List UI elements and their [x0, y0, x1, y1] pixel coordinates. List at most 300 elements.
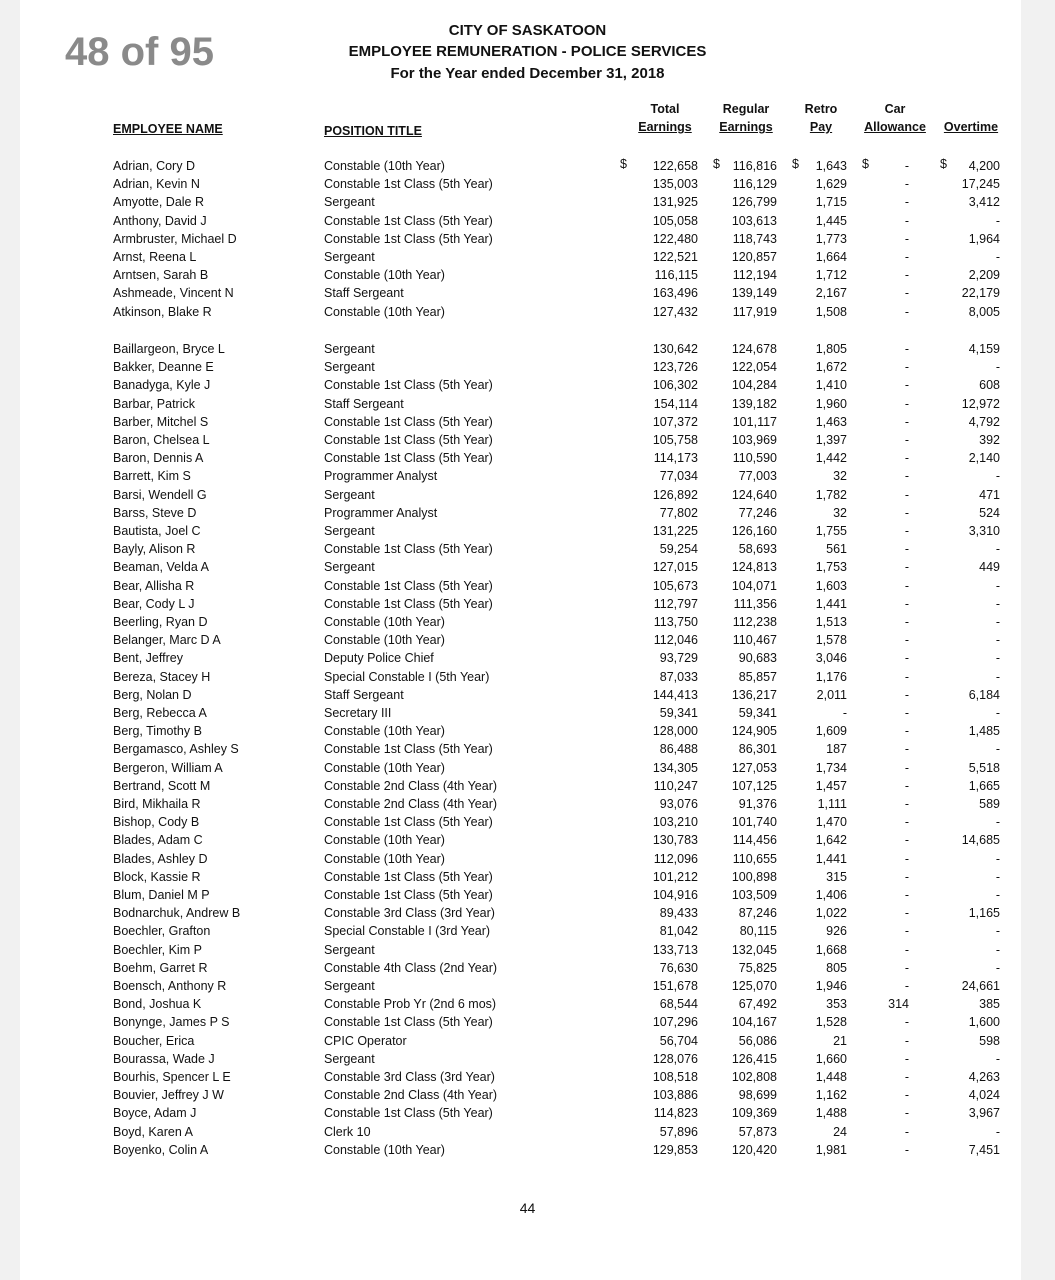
- overtime-cell: -: [995, 924, 1000, 939]
- employee-name-cell: Bayly, Alison R: [113, 542, 196, 557]
- regular-earnings-cell: 103,613: [731, 213, 777, 228]
- retro-pay-cell: 32: [833, 505, 847, 520]
- regular-earnings-cell: 124,813: [731, 560, 777, 575]
- total-earnings-cell: 135,003: [652, 177, 698, 192]
- car-allowance-cell: -: [904, 742, 909, 757]
- overtime-cell: 3,310: [968, 524, 1000, 538]
- regular-earnings-cell: 120,420: [731, 1142, 777, 1157]
- report-city: CITY OF SASKATOON: [448, 22, 607, 39]
- table-row: [0, 631, 1055, 649]
- regular-earnings-cell: 122,054: [731, 360, 777, 375]
- employee-name-cell: Barbar, Patrick: [113, 396, 195, 411]
- overtime-cell: -: [995, 578, 1000, 593]
- overtime-cell: 1,165: [968, 906, 1000, 921]
- employee-name-cell: Arntsen, Sarah B: [113, 268, 209, 283]
- position-title-cell: Constable 1st Class (5th Year): [324, 815, 493, 830]
- overtime-cell: -: [995, 213, 1000, 228]
- table-row: [0, 340, 1055, 358]
- regular-earnings-cell: 116,129: [732, 177, 777, 192]
- retro-pay-cell: 1,508: [815, 304, 847, 319]
- employee-name-cell: Beaman, Velda A: [113, 560, 209, 575]
- overtime-cell: 24,661: [961, 979, 1000, 993]
- regular-earnings-cell: 77,246: [738, 505, 777, 520]
- car-allowance-cell: -: [904, 451, 909, 466]
- employee-name-cell: Blum, Daniel M P: [113, 888, 210, 902]
- car-allowance-cell: -: [904, 1051, 909, 1066]
- employee-name-cell: Belanger, Marc D A: [113, 633, 221, 648]
- retro-pay-cell: 1,111: [817, 797, 847, 811]
- retro-pay-cell: 1,642: [815, 833, 847, 848]
- employee-name-cell: Bent, Jeffrey: [113, 651, 183, 666]
- overtime-cell: 17,245: [961, 177, 1000, 192]
- overtime-cell: -: [995, 706, 1000, 720]
- employee-name-cell: Bishop, Cody B: [113, 815, 200, 830]
- position-title-cell: Sergeant: [324, 560, 375, 575]
- total-earnings-cell: 128,000: [652, 724, 698, 739]
- position-title-cell: Sergeant: [324, 487, 375, 502]
- car-allowance-cell: -: [904, 304, 909, 319]
- regular-earnings-cell: 59,341: [738, 706, 777, 720]
- retro-pay-cell: 1,022: [815, 906, 847, 921]
- car-allowance-cell: -: [904, 433, 909, 447]
- table-row: [0, 212, 1055, 230]
- table-row: [0, 1050, 1055, 1068]
- position-title-cell: Sergeant: [324, 524, 375, 538]
- total-earnings-cell: 77,802: [659, 505, 698, 520]
- total-earnings-cell: 151,678: [652, 979, 698, 993]
- table-row: [0, 431, 1055, 449]
- employee-name-cell: Barss, Steve D: [113, 505, 197, 520]
- car-allowance-cell: -: [904, 1124, 909, 1139]
- regular-earnings-cell: 101,117: [732, 414, 777, 429]
- car-allowance-cell: -: [904, 1033, 909, 1048]
- position-title-cell: Constable 1st Class (5th Year): [324, 213, 493, 228]
- position-title-cell: Constable (10th Year): [324, 615, 445, 629]
- position-title-cell: Constable 1st Class (5th Year): [324, 542, 493, 557]
- employee-name-cell: Bourassa, Wade J: [113, 1051, 215, 1066]
- employee-name-cell: Boensch, Anthony R: [113, 979, 227, 993]
- position-title-cell: Constable (10th Year): [324, 268, 445, 283]
- total-earnings-cell: 105,058: [652, 213, 698, 228]
- overtime-cell: 4,792: [968, 414, 1000, 429]
- total-earnings-cell: 93,076: [659, 797, 698, 811]
- total-earnings-cell: 57,896: [659, 1124, 698, 1139]
- car-allowance-cell: -: [904, 1088, 909, 1103]
- table-row: [0, 230, 1055, 248]
- car-allowance-cell: -: [904, 414, 909, 429]
- total-earnings-cell: 129,853: [652, 1142, 698, 1157]
- total-earnings-cell: 122,521: [652, 250, 698, 264]
- retro-pay-cell: 1,513: [815, 615, 847, 629]
- regular-earnings-cell: 109,369: [731, 1106, 777, 1121]
- overtime-cell: 1,665: [968, 778, 1000, 793]
- retro-pay-cell: 1,470: [815, 815, 847, 830]
- total-earnings-cell: 108,518: [652, 1070, 698, 1084]
- car-allowance-cell: -: [904, 268, 909, 283]
- overtime-cell: 2,209: [968, 268, 1000, 283]
- total-earnings-cell: 116,115: [654, 268, 698, 283]
- employee-name-cell: Blades, Ashley D: [113, 851, 208, 866]
- table-row: [0, 504, 1055, 522]
- total-earnings-cell: 104,916: [652, 888, 698, 902]
- position-title-cell: Sergeant: [324, 1051, 375, 1066]
- currency-symbol-total: $: [620, 157, 627, 171]
- employee-name-cell: Bear, Cody L J: [113, 596, 195, 611]
- car-allowance-cell: -: [904, 542, 909, 557]
- employee-name-cell: Bakker, Deanne E: [113, 360, 214, 375]
- car-allowance-cell: -: [904, 888, 909, 902]
- total-earnings-cell: 114,173: [653, 451, 698, 466]
- overtime-cell: 4,200: [968, 159, 1000, 173]
- retro-pay-cell: 1,445: [815, 213, 847, 228]
- retro-pay-cell: 315: [826, 869, 847, 884]
- table-row: [0, 248, 1055, 266]
- employee-name-cell: Boyenko, Colin A: [113, 1142, 209, 1157]
- header-car-allowance: Car Allowance: [864, 102, 926, 134]
- position-title-cell: Staff Sergeant: [324, 286, 404, 301]
- overtime-cell: -: [995, 815, 1000, 830]
- currency-symbol-retro: $: [792, 157, 799, 171]
- employee-name-cell: Barber, Mitchel S: [113, 414, 209, 429]
- employee-name-cell: Boehm, Garret R: [113, 960, 208, 975]
- total-earnings-cell: 144,413: [652, 687, 698, 702]
- overtime-cell: 589: [979, 797, 1000, 811]
- header-overtime: Overtime: [943, 120, 999, 134]
- total-earnings-cell: 126,892: [652, 487, 698, 502]
- regular-earnings-cell: 112,194: [732, 268, 777, 283]
- employee-name-cell: Bourhis, Spencer L E: [113, 1070, 231, 1084]
- total-earnings-cell: 103,886: [652, 1088, 698, 1103]
- regular-earnings-cell: 139,149: [731, 286, 777, 301]
- car-allowance-cell: -: [904, 979, 909, 993]
- retro-pay-cell: 1,712: [815, 268, 847, 283]
- table-row: [0, 595, 1055, 613]
- overtime-cell: 449: [979, 560, 1000, 575]
- employee-name-cell: Amyotte, Dale R: [113, 195, 205, 210]
- regular-earnings-cell: 103,969: [731, 433, 777, 447]
- car-allowance-cell: -: [904, 378, 909, 393]
- retro-pay-cell: 2,167: [815, 286, 847, 301]
- car-allowance-cell: -: [904, 942, 909, 957]
- position-title-cell: Sergeant: [324, 195, 375, 210]
- retro-pay-cell: 32: [833, 469, 847, 484]
- table-row: [0, 395, 1055, 413]
- retro-pay-cell: 3,046: [815, 651, 847, 666]
- overtime-cell: 471: [979, 487, 1000, 502]
- retro-pay-cell: 1,981: [815, 1142, 847, 1157]
- overtime-cell: -: [995, 851, 1000, 866]
- position-title-cell: Constable 3rd Class (3rd Year): [324, 1070, 495, 1084]
- overtime-cell: 1,485: [968, 724, 1000, 739]
- employee-name-cell: Bond, Joshua K: [113, 997, 202, 1012]
- total-earnings-cell: 59,341: [659, 706, 698, 720]
- table-row: [0, 449, 1055, 467]
- report-title: EMPLOYEE REMUNERATION - POLICE SERVICES: [348, 43, 707, 60]
- retro-pay-cell: 1,664: [815, 250, 847, 264]
- car-allowance-cell: -: [904, 833, 909, 848]
- car-allowance-cell: -: [904, 815, 909, 830]
- retro-pay-cell: 24: [833, 1124, 847, 1139]
- car-allowance-cell: -: [904, 231, 909, 246]
- position-title-cell: Constable 1st Class (5th Year): [324, 231, 493, 246]
- table-row: [0, 686, 1055, 704]
- header-employee-name: EMPLOYEE NAME: [113, 122, 223, 136]
- position-title-cell: Constable (10th Year): [324, 851, 445, 866]
- position-title-cell: Constable 3rd Class (3rd Year): [324, 906, 495, 921]
- regular-earnings-cell: 116,816: [732, 159, 777, 173]
- table-row: [0, 831, 1055, 849]
- table-row: [0, 740, 1055, 758]
- total-earnings-cell: 163,496: [652, 286, 698, 301]
- employee-name-cell: Anthony, David J: [113, 213, 207, 228]
- employee-name-cell: Boechler, Kim P: [113, 942, 202, 957]
- regular-earnings-cell: 75,825: [738, 960, 777, 975]
- position-title-cell: Constable (10th Year): [324, 833, 445, 848]
- overtime-cell: 12,972: [961, 396, 1000, 411]
- retro-pay-cell: 1,578: [815, 633, 847, 648]
- position-title-cell: Sergeant: [324, 979, 375, 993]
- retro-pay-cell: 1,609: [815, 724, 847, 739]
- retro-pay-cell: 1,672: [815, 360, 847, 375]
- overtime-cell: 7,451: [968, 1142, 1000, 1157]
- car-allowance-cell: -: [904, 651, 909, 666]
- regular-earnings-cell: 110,467: [732, 633, 777, 648]
- table-row: [0, 376, 1055, 394]
- total-earnings-cell: 93,729: [659, 651, 698, 666]
- total-earnings-cell: 76,630: [659, 960, 698, 975]
- total-earnings-cell: 123,726: [652, 360, 698, 375]
- regular-earnings-cell: 110,590: [732, 451, 777, 466]
- position-title-cell: Constable 1st Class (5th Year): [324, 451, 493, 466]
- header-position-title: POSITION TITLE: [324, 124, 422, 138]
- position-title-cell: Constable 1st Class (5th Year): [324, 596, 493, 611]
- retro-pay-cell: 1,773: [815, 231, 847, 246]
- position-title-cell: Constable 2nd Class (4th Year): [324, 778, 498, 793]
- car-allowance-cell: -: [904, 706, 909, 720]
- car-allowance-cell: -: [904, 487, 909, 502]
- regular-earnings-cell: 103,509: [731, 888, 777, 902]
- table-row: [0, 175, 1055, 193]
- position-title-cell: Staff Sergeant: [324, 396, 404, 411]
- retro-pay-cell: 1,753: [815, 560, 847, 575]
- table-row: [0, 777, 1055, 795]
- total-earnings-cell: 131,225: [652, 524, 698, 538]
- overtime-cell: -: [995, 869, 1000, 884]
- table-row: [0, 613, 1055, 631]
- overtime-cell: -: [995, 651, 1000, 666]
- employee-name-cell: Berg, Timothy B: [113, 724, 202, 739]
- total-earnings-cell: 112,096: [653, 851, 698, 866]
- report-period: For the Year ended December 31, 2018: [390, 65, 665, 82]
- retro-pay-cell: -: [842, 706, 847, 720]
- regular-earnings-cell: 124,905: [731, 724, 777, 739]
- table-row: [0, 413, 1055, 431]
- car-allowance-cell: -: [904, 615, 909, 629]
- total-earnings-cell: 81,042: [659, 924, 698, 939]
- car-allowance-cell: -: [904, 924, 909, 939]
- overtime-cell: 4,159: [968, 342, 1000, 356]
- retro-pay-cell: 1,643: [815, 159, 847, 173]
- total-earnings-cell: 114,823: [653, 1106, 698, 1121]
- table-row: [0, 649, 1055, 667]
- position-title-cell: Constable 2nd Class (4th Year): [324, 797, 498, 811]
- header-regular-earnings: Regular Earnings: [719, 102, 773, 134]
- total-earnings-cell: 107,296: [652, 1015, 698, 1030]
- regular-earnings-cell: 125,070: [731, 979, 777, 993]
- car-allowance-cell: -: [904, 851, 909, 866]
- car-allowance-cell: -: [904, 1070, 909, 1084]
- employee-name-cell: Bautista, Joel C: [113, 524, 201, 538]
- position-title-cell: Constable 1st Class (5th Year): [324, 1106, 493, 1121]
- position-title-cell: Constable (10th Year): [324, 304, 445, 319]
- position-title-cell: Constable (10th Year): [324, 1142, 445, 1157]
- table-row: [0, 358, 1055, 376]
- car-allowance-cell: 314: [888, 997, 909, 1012]
- total-earnings-cell: 122,658: [652, 159, 698, 173]
- total-earnings-cell: 101,212: [652, 869, 698, 884]
- position-title-cell: Programmer Analyst: [324, 469, 438, 484]
- regular-earnings-cell: 126,799: [731, 195, 777, 210]
- overtime-cell: 3,412: [968, 195, 1000, 210]
- table-row: [0, 959, 1055, 977]
- total-earnings-cell: 59,254: [659, 542, 698, 557]
- position-title-cell: Constable 1st Class (5th Year): [324, 578, 493, 593]
- regular-earnings-cell: 101,740: [731, 815, 777, 830]
- total-earnings-cell: 106,302: [652, 378, 698, 393]
- employee-name-cell: Arnst, Reena L: [113, 250, 197, 264]
- retro-pay-cell: 1,488: [815, 1106, 847, 1121]
- employee-name-cell: Baron, Dennis A: [113, 451, 204, 466]
- regular-earnings-cell: 100,898: [731, 869, 777, 884]
- employee-name-cell: Bear, Allisha R: [113, 578, 195, 593]
- total-earnings-cell: 89,433: [659, 906, 698, 921]
- car-allowance-cell: -: [904, 505, 909, 520]
- regular-earnings-cell: 57,873: [738, 1124, 777, 1139]
- table-row: [0, 886, 1055, 904]
- overtime-cell: 8,005: [968, 304, 1000, 319]
- overtime-cell: 4,024: [968, 1088, 1000, 1103]
- overtime-cell: 385: [979, 997, 1000, 1012]
- total-earnings-cell: 127,432: [652, 304, 698, 319]
- retro-pay-cell: 1,755: [815, 524, 847, 538]
- total-earnings-cell: 122,480: [652, 231, 698, 246]
- car-allowance-cell: -: [904, 159, 909, 173]
- car-allowance-cell: -: [904, 669, 909, 684]
- overtime-cell: 1,964: [968, 231, 1000, 246]
- regular-earnings-cell: 120,857: [731, 250, 777, 264]
- overtime-cell: -: [995, 1051, 1000, 1066]
- car-allowance-cell: -: [904, 687, 909, 702]
- page-counter: 48 of 95: [65, 30, 214, 74]
- total-earnings-cell: 133,713: [652, 942, 698, 957]
- car-allowance-cell: -: [904, 960, 909, 975]
- regular-earnings-cell: 126,160: [731, 524, 777, 538]
- car-allowance-cell: -: [904, 524, 909, 538]
- overtime-cell: -: [995, 669, 1000, 684]
- table-row: [0, 1104, 1055, 1122]
- regular-earnings-cell: 102,808: [731, 1070, 777, 1084]
- total-earnings-cell: 134,305: [652, 760, 698, 775]
- overtime-cell: -: [995, 742, 1000, 757]
- position-title-cell: Special Constable I (5th Year): [324, 669, 490, 684]
- table-row: [0, 868, 1055, 886]
- employee-name-cell: Boyd, Karen A: [113, 1124, 193, 1139]
- retro-pay-cell: 1,946: [815, 979, 847, 993]
- overtime-cell: -: [995, 942, 1000, 957]
- retro-pay-cell: 1,660: [815, 1051, 847, 1066]
- regular-earnings-cell: 91,376: [738, 797, 777, 811]
- employee-name-cell: Bergeron, William A: [113, 760, 223, 775]
- regular-earnings-cell: 104,167: [731, 1015, 777, 1030]
- total-earnings-cell: 68,544: [659, 997, 698, 1012]
- total-earnings-cell: 87,033: [659, 669, 698, 684]
- total-earnings-cell: 112,797: [653, 596, 698, 611]
- employee-name-cell: Adrian, Kevin N: [113, 177, 200, 192]
- employee-name-cell: Block, Kassie R: [113, 869, 201, 884]
- retro-pay-cell: 1,734: [815, 760, 847, 775]
- position-title-cell: Sergeant: [324, 342, 375, 356]
- employee-name-cell: Bonynge, James P S: [113, 1015, 230, 1030]
- position-title-cell: CPIC Operator: [324, 1033, 407, 1048]
- employee-name-cell: Bouvier, Jeffrey J W: [113, 1088, 224, 1103]
- overtime-cell: 598: [979, 1033, 1000, 1048]
- table-row: [0, 977, 1055, 995]
- car-allowance-cell: -: [904, 286, 909, 301]
- table-row: [0, 759, 1055, 777]
- regular-earnings-cell: 77,003: [738, 469, 777, 484]
- car-allowance-cell: -: [904, 596, 909, 611]
- car-allowance-cell: -: [904, 778, 909, 793]
- position-title-cell: Sergeant: [324, 942, 375, 957]
- overtime-cell: -: [995, 596, 1000, 611]
- position-title-cell: Programmer Analyst: [324, 505, 438, 520]
- employee-name-cell: Boyce, Adam J: [113, 1106, 197, 1121]
- retro-pay-cell: 1,457: [815, 778, 847, 793]
- total-earnings-cell: 127,015: [652, 560, 698, 575]
- total-earnings-cell: 105,673: [652, 578, 698, 593]
- regular-earnings-cell: 86,301: [738, 742, 777, 757]
- car-allowance-cell: -: [904, 396, 909, 411]
- regular-earnings-cell: 104,071: [731, 578, 777, 593]
- retro-pay-cell: 1,715: [815, 195, 847, 210]
- table-row: [0, 266, 1055, 284]
- retro-pay-cell: 187: [826, 742, 847, 757]
- car-allowance-cell: -: [904, 760, 909, 775]
- retro-pay-cell: 1,960: [815, 396, 847, 411]
- table-row: [0, 558, 1055, 576]
- car-allowance-cell: -: [904, 342, 909, 356]
- position-title-cell: Constable 1st Class (5th Year): [324, 414, 493, 429]
- table-row: [0, 284, 1055, 302]
- regular-earnings-cell: 124,640: [731, 487, 777, 502]
- table-row: [0, 904, 1055, 922]
- employee-name-cell: Bird, Mikhaila R: [113, 797, 201, 811]
- table-row: [0, 467, 1055, 485]
- total-earnings-cell: 110,247: [653, 778, 698, 793]
- table-row: [0, 522, 1055, 540]
- total-earnings-cell: 113,750: [653, 615, 698, 629]
- overtime-cell: 524: [979, 505, 1000, 520]
- car-allowance-cell: -: [904, 1015, 909, 1030]
- retro-pay-cell: 1,162: [815, 1088, 847, 1103]
- retro-pay-cell: 353: [826, 997, 847, 1012]
- retro-pay-cell: 2,011: [816, 687, 847, 702]
- retro-pay-cell: 1,410: [815, 378, 847, 393]
- position-title-cell: Constable 1st Class (5th Year): [324, 888, 493, 902]
- retro-pay-cell: 1,629: [815, 177, 847, 192]
- table-row: [0, 1086, 1055, 1104]
- position-title-cell: Constable 4th Class (2nd Year): [324, 960, 498, 975]
